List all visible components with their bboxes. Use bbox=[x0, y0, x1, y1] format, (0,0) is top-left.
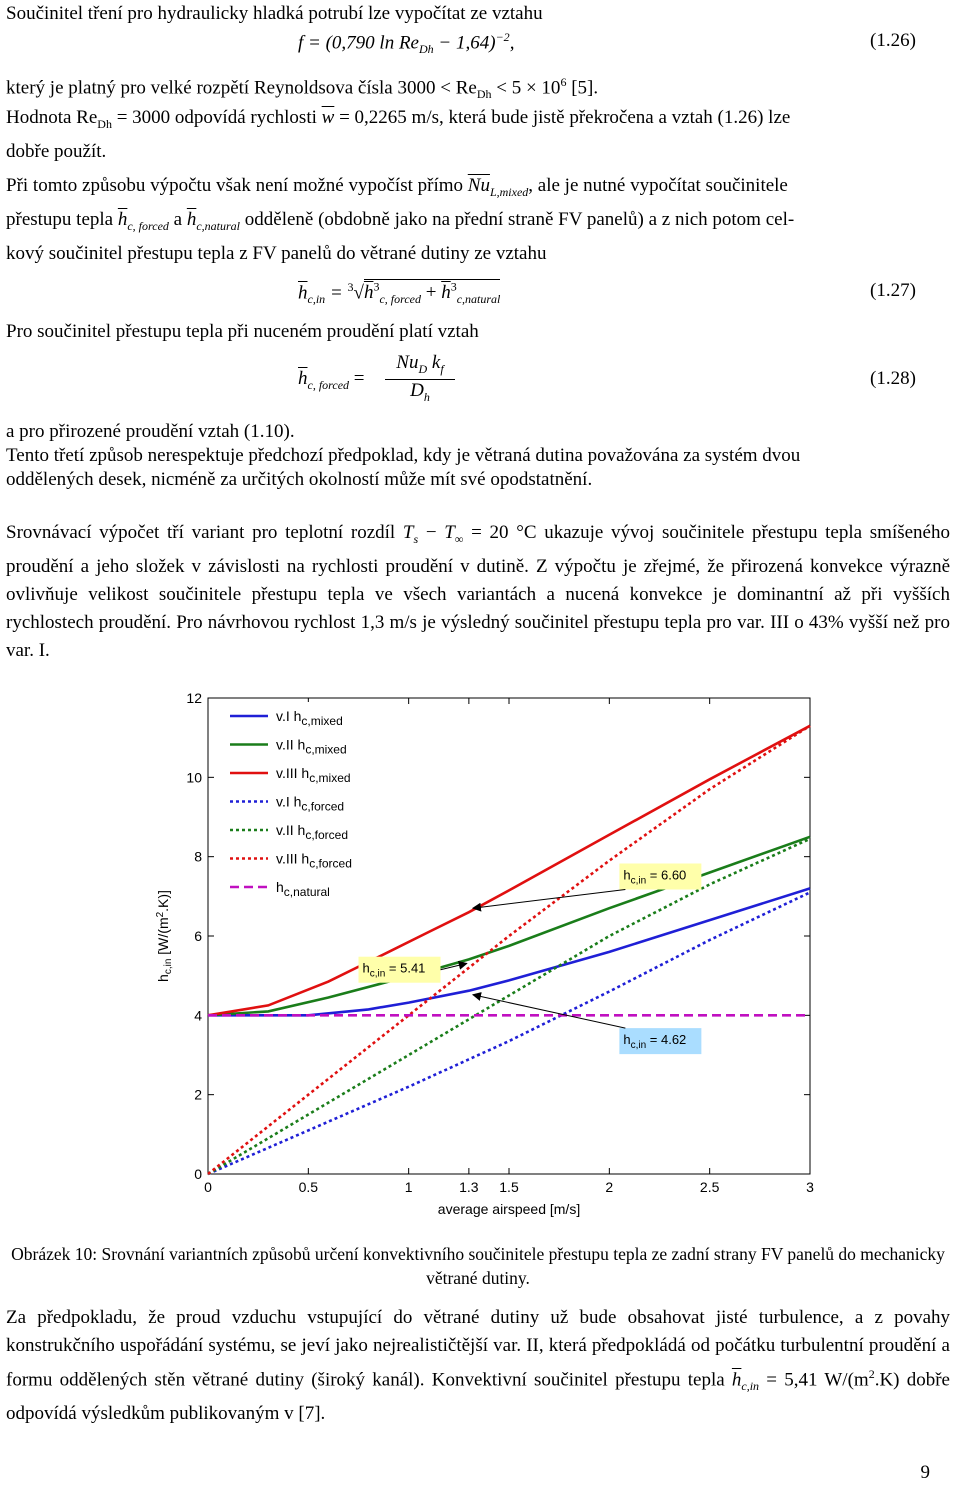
paragraph-line: Hodnota $Re_{Dh} = 3000$ odpovídá rychlosti $\overline{w} = 0,2265$ m/s, která bude jistě překročena a vztah (1.26) lze bbox=[6, 107, 791, 131]
x-tick-label: 0.5 bbox=[298, 1179, 319, 1195]
legend-entry: v.II hc,mixed bbox=[276, 736, 347, 757]
annotation-label: $h_{c,in} = 4.62$ bbox=[623, 1032, 687, 1052]
fraction: $Nu_D$ $k_f$ $D_h$ bbox=[385, 352, 455, 405]
legend-entry: hc,natural bbox=[276, 879, 330, 899]
legend-entry: v.III hc,forced bbox=[276, 850, 352, 871]
equation-1-28: $\overline{h}_{c, forced}$ = bbox=[298, 368, 365, 392]
x-tick-label: 2.5 bbox=[699, 1179, 720, 1195]
y-tick-label: 6 bbox=[194, 928, 202, 944]
paragraph-line: který je platný pro velké rozpětí Reynoldsova čísla $3000 < Re_{Dh} < 5 \times 10^6$ [5]. bbox=[6, 75, 599, 102]
equation-1-27: $\overline{h}_{c,in} = ^3√h^3_{c, forced} + \overline{h}^3_{c,natural}$ bbox=[298, 280, 501, 307]
annotation-label: $h_{c,in} = 6.60$ bbox=[623, 867, 687, 887]
y-axis-label: $h_{c,in}$ $[W/(m^2.K)]$ bbox=[155, 890, 174, 982]
y-tick-label: 4 bbox=[194, 1007, 202, 1024]
legend-entry: v.I hc,mixed bbox=[276, 708, 343, 728]
chart-legend bbox=[226, 702, 376, 908]
x-tick-label: 1.3 bbox=[459, 1179, 479, 1195]
legend-entry: v.II hc,forced bbox=[276, 822, 348, 842]
paragraph: Srovnávací výpočet tří variant pro teplotní rozdíl $T_s - T_\infty = 20$ °C ukazuje vývoj součinitele přestupu tepla smíšeného proudění a jeho složek v závislosti na rychlosti proudění v dutině. Z výpočtu je zřejmé, že přirozená konvekce výrazně ovlivňuje velikost součinitele přestupu tepla ve všech variantách a nucená konvekce je dominantní až při vyšších rychlostech proudění. Pro návrhovou rychlost 1,3 m/s je výsledný součinitel přestupu tepla pro var. III o 43% vyšší než pro var. I. bbox=[6, 522, 950, 661]
paragraph-line: Při tomto způsobu výpočtu však není možné vypočíst přímo $\overline{Nu}_{L,mixed}$, ale je nutné vypočítat součinitele bbox=[6, 175, 788, 199]
paragraph: Za předpokladu, že proud vzduchu vstupující do větrané dutiny už bude obsahovat jisté turbulence, a z povahy konstrukčního uspořádání systému, se jeví jako nejrealističtější var. II, která předpokládá od počátku turbulentní proudění a formu oddělených stěn větrané dutiny (široký kanál). Konvektivní součinitel přestupu tepla $\overline{h}_{c,in} = 5,41$ $W/(m^2.K)$ dobře odpovídá výsledkům publikovaným v [7]. bbox=[6, 1307, 950, 1425]
paragraph-line: oddělených desek, nicméně za určitých okolností může mít své opodstatnění. bbox=[6, 469, 593, 490]
legend-entry: v.III hc,mixed bbox=[276, 765, 351, 785]
x-tick-label: 1 bbox=[404, 1179, 413, 1195]
paragraph-line: přestupu tepla $\overline{h}_{c, forced}$ a $\overline{h}_{c,natural}$ odděleně (obdobně jako na přední straně FV panelů) a z nich potom cel- bbox=[6, 209, 795, 233]
paragraph-line: Součinitel tření pro hydraulicky hladká potrubí lze vypočítat ze vztahu bbox=[6, 3, 543, 24]
y-tick-label: 2 bbox=[194, 1086, 202, 1103]
paragraph-line: a pro přirozené proudění vztah (1.10). bbox=[6, 421, 295, 442]
paragraph-line: Pro součinitel přestupu tepla při nuceném proudění platí vztah bbox=[6, 321, 479, 342]
annotation bbox=[473, 864, 702, 909]
paragraph-line: kový součinitel přestupu tepla z FV panelů do větrané dutiny ze vztahu bbox=[6, 243, 547, 264]
x-axis-label: average airspeed [m/s] bbox=[437, 1201, 581, 1217]
y-tick-label: 8 bbox=[194, 848, 202, 865]
equation-number: (1.26) bbox=[870, 30, 916, 51]
x-tick-label: 1.5 bbox=[499, 1179, 519, 1195]
equation-number: (1.27) bbox=[870, 280, 916, 301]
annotation-arrow bbox=[473, 995, 626, 1028]
x-tick-label: 0 bbox=[204, 1179, 212, 1195]
airspeed-chart bbox=[140, 680, 860, 1220]
annotation bbox=[359, 957, 467, 983]
chart-annotations bbox=[359, 864, 702, 1055]
y-tick-label: 10 bbox=[186, 769, 202, 786]
y-tick-label: 12 bbox=[186, 690, 202, 706]
y-tick-label: 0 bbox=[194, 1166, 202, 1182]
annotation-label: $h_{c,in} = 5.41$ bbox=[362, 960, 426, 980]
legend-entry: v.I hc,forced bbox=[276, 793, 345, 814]
page-number: 9 bbox=[920, 1462, 930, 1483]
x-tick-label: 2 bbox=[605, 1179, 614, 1195]
equation-number: (1.28) bbox=[870, 368, 916, 389]
equation-1-26: f = (0,790 $\ln Re_{Dh} - 1,64)^{-2}$, bbox=[298, 30, 515, 57]
figure-caption: Obrázek 10: Srovnání variantních způsobů určení konvektivního součinitele přestupu tepla ze zadní strany FV panelů do mechanicky větrané dutiny. bbox=[11, 1244, 945, 1288]
x-tick-label: 3 bbox=[806, 1179, 814, 1195]
paragraph-line: dobře použít. bbox=[6, 141, 107, 162]
paragraph-line: Tento třetí způsob nerespektuje předchozí předpoklad, kdy je větraná dutina považována za systém dvou bbox=[6, 445, 801, 466]
